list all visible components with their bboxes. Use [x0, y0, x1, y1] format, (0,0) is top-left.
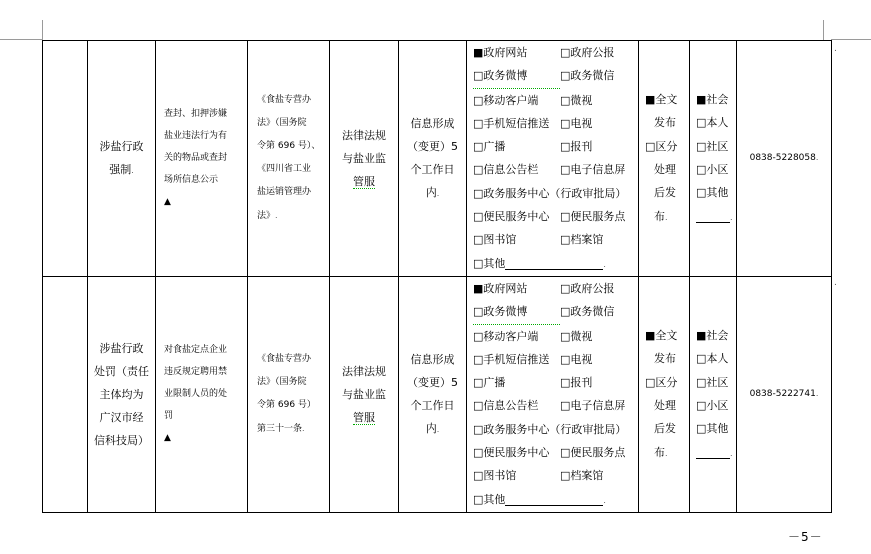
way-option[interactable]: ■全文 [645, 329, 678, 343]
content-line: 业限制人员的处 [164, 389, 228, 400]
phone-number: 0838-5228058 [749, 153, 816, 164]
object-blank-line: . [696, 441, 736, 465]
other-blank [505, 493, 603, 506]
object-option[interactable]: □本人 [696, 352, 729, 366]
basis-line: 法》. [257, 210, 278, 221]
time-line: 信息形成 [410, 116, 455, 130]
channel-checkbox[interactable]: □其他 [473, 492, 506, 506]
basis-cell [248, 41, 330, 277]
channel-checkbox[interactable]: □广播 [473, 376, 506, 390]
channel-checkbox[interactable]: □手机短信推送 [473, 116, 550, 130]
channel-checkbox[interactable]: □信息公告栏 [473, 399, 539, 413]
content-cell [156, 276, 248, 512]
subject-line: 与盐业监 [342, 151, 386, 165]
basis-cell [248, 276, 330, 512]
channel-checkbox[interactable]: □电子信息屏 [560, 163, 626, 177]
basis-line: 《食盐专营办 [257, 94, 312, 105]
index-cell [43, 276, 88, 512]
channel-checkbox[interactable]: □档案馆 [560, 469, 604, 483]
subject-line: 法律法规 [342, 364, 386, 378]
channel-row: □其他 . [473, 492, 606, 506]
way-option[interactable]: □区分 [645, 375, 678, 389]
content-line: 违反规定聘用禁 [164, 367, 228, 378]
object-cell [690, 276, 737, 512]
item-name-line: 处罚（责任 [94, 364, 149, 378]
channel-row [473, 135, 638, 158]
channel-row [473, 228, 638, 251]
channel-checkbox[interactable]: □便民服务点 [560, 210, 626, 224]
channel-checkbox[interactable]: □微视 [560, 329, 593, 343]
channel-checkbox[interactable]: □报刊 [560, 376, 593, 390]
channel-row [473, 394, 638, 417]
way-option[interactable]: ■全文 [645, 93, 678, 107]
channel-checkbox[interactable]: □广播 [473, 140, 506, 154]
triangle-marker: ▲ [164, 433, 171, 444]
content-line: 罚 [164, 411, 174, 422]
time-line: 个工作日 [410, 162, 455, 176]
channel-checkbox[interactable]: □图书馆 [473, 469, 517, 483]
object-option[interactable]: ■社会 [696, 93, 729, 107]
channel-row [473, 112, 638, 135]
channel-checkbox[interactable]: □移动客户端 [473, 93, 539, 107]
way-line: 后发 [654, 422, 676, 436]
way-option[interactable]: □区分 [645, 139, 678, 153]
object-option[interactable]: □其他 [696, 422, 729, 436]
channel-checkbox[interactable]: □便民服务点 [560, 446, 626, 460]
content-cell [156, 41, 248, 277]
table-row [43, 276, 832, 512]
channel-checkbox[interactable]: ■政府网站 [473, 281, 528, 295]
channel-row [473, 464, 638, 487]
channel-checkbox[interactable]: □电子信息屏 [560, 399, 626, 413]
subject-cell [330, 41, 399, 277]
channel-row [473, 89, 638, 112]
subject-line: 法律法规 [342, 128, 386, 142]
channel-row [473, 277, 638, 300]
object-option[interactable]: □社区 [696, 139, 729, 153]
object-option[interactable]: □小区 [696, 162, 729, 176]
time-line: 个工作日 [410, 398, 455, 412]
channel-checkbox[interactable]: □政务微信 [560, 69, 615, 83]
way-line: 发布 [654, 352, 676, 366]
item-name-cell [88, 41, 156, 277]
channel-row [473, 441, 638, 464]
basis-line: 令第 696 号）、 [257, 140, 321, 151]
channel-checkbox[interactable]: □政务微信 [560, 305, 615, 319]
channel-row [473, 371, 638, 394]
index-cell [43, 41, 88, 277]
channel-checkbox[interactable]: □图书馆 [473, 233, 517, 247]
channel-checkbox[interactable]: □电视 [560, 116, 593, 130]
way-line: 处理 [654, 162, 676, 176]
channel-row [473, 182, 638, 205]
channel-checkbox[interactable]: □政务服务中心（行政审批局） [473, 422, 627, 436]
item-name-line: 主体均为 [99, 387, 144, 401]
channel-checkbox[interactable]: □便民服务中心 [473, 210, 550, 224]
item-name-line: 涉盐行政 [99, 139, 144, 153]
crop-mark-left-h [0, 39, 42, 40]
way-line: 布. [654, 445, 668, 459]
time-limit-cell [399, 276, 467, 512]
channel-checkbox[interactable]: □档案馆 [560, 233, 604, 247]
basis-line: 《食盐专营办 [257, 353, 312, 364]
basis-line: 法》（国务院 [257, 117, 307, 128]
channel-row [473, 41, 638, 64]
triangle-marker: ▲ [164, 197, 171, 208]
time-line: 信息形成 [410, 352, 455, 366]
item-name-line: 广汉市经 [99, 410, 144, 424]
channel-row [473, 205, 638, 228]
object-option[interactable]: □其他 [696, 186, 729, 200]
object-option[interactable]: □社区 [696, 375, 729, 389]
crop-mark-left-v [42, 20, 43, 40]
channel-row [473, 418, 638, 441]
time-line: （变更）5 [407, 139, 458, 153]
channel-checkbox[interactable]: ■政府网站 [473, 46, 528, 59]
basis-line: 盐运销管理办 [257, 186, 312, 197]
content-line: 关的物品或查封 [164, 153, 228, 164]
channels-cell [467, 276, 639, 512]
channel-checkbox[interactable]: □政府公报 [560, 281, 615, 295]
phone-number: 0838-5222741 [749, 389, 816, 400]
disclosure-way-cell [639, 41, 690, 277]
time-limit-cell [399, 41, 467, 277]
way-line: 发布 [654, 116, 676, 130]
item-name-line: 信科技局） [94, 433, 149, 447]
time-line: 内. [425, 185, 440, 199]
subject-line: 管服 [353, 410, 375, 424]
basis-line: 法》（国务院 [257, 376, 307, 387]
object-option[interactable]: □小区 [696, 398, 729, 412]
phone-cell: 0838-5228058. [737, 41, 832, 277]
channel-checkbox[interactable]: □信息公告栏 [473, 163, 539, 177]
subject-line: 管服 [353, 174, 375, 188]
channel-row [473, 300, 638, 324]
basis-line: 令第 696 号） [257, 399, 316, 410]
channels-cell [467, 41, 639, 277]
item-name-cell [88, 276, 156, 512]
item-name-line: 强制. [109, 162, 134, 176]
channel-checkbox[interactable]: □政务微博 [473, 300, 560, 324]
disclosure-table [42, 40, 832, 513]
crop-mark-right-v [823, 20, 824, 40]
crop-mark-right-h [831, 39, 871, 40]
other-blank [505, 257, 603, 270]
disclosure-way-cell [639, 276, 690, 512]
channel-checkbox[interactable]: □报刊 [560, 140, 593, 154]
content-line: 盐业违法行为有 [164, 131, 228, 142]
table-row [43, 41, 832, 277]
channel-checkbox[interactable]: □手机短信推送 [473, 352, 550, 366]
channel-checkbox[interactable]: □电视 [560, 352, 593, 366]
channel-checkbox[interactable]: □政务微博 [473, 64, 560, 88]
channel-checkbox[interactable]: □微视 [560, 93, 593, 107]
row-end-mark: . [834, 278, 837, 288]
channel-row: □其他 . [473, 256, 606, 270]
item-name-line: 涉盐行政 [99, 341, 144, 355]
phone-cell: 0838-5222741. [737, 276, 832, 512]
way-line: 后发 [654, 186, 676, 200]
channel-row [473, 158, 638, 181]
content-line: 对食盐定点企业 [164, 345, 228, 356]
content-line: 查封、扣押涉嫌 [164, 109, 228, 120]
channel-row [473, 348, 638, 371]
object-option[interactable]: ■社会 [696, 329, 729, 343]
object-option[interactable]: □本人 [696, 116, 729, 130]
channel-checkbox[interactable]: □移动客户端 [473, 329, 539, 343]
channel-checkbox[interactable]: □政府公报 [560, 46, 615, 59]
way-line: 处理 [654, 398, 676, 412]
subject-cell [330, 276, 399, 512]
channel-row [473, 325, 638, 348]
basis-line: 《四川省工业 [257, 163, 312, 174]
channel-row [473, 64, 638, 88]
object-blank-line: . [696, 205, 736, 229]
channel-checkbox[interactable]: □便民服务中心 [473, 446, 550, 460]
object-cell [690, 41, 737, 277]
page-number: －5－ [788, 530, 823, 544]
channel-checkbox[interactable]: □政务服务中心（行政审批局） [473, 186, 627, 200]
row-end-mark: . [834, 44, 837, 54]
basis-line: 第三十一条. [257, 423, 305, 434]
content-line: 场所信息公示 [164, 175, 219, 186]
subject-line: 与盐业监 [342, 387, 386, 401]
way-line: 布. [654, 209, 668, 223]
time-line: （变更）5 [407, 375, 458, 389]
time-line: 内. [425, 421, 440, 435]
channel-checkbox[interactable]: □其他 [473, 256, 506, 270]
